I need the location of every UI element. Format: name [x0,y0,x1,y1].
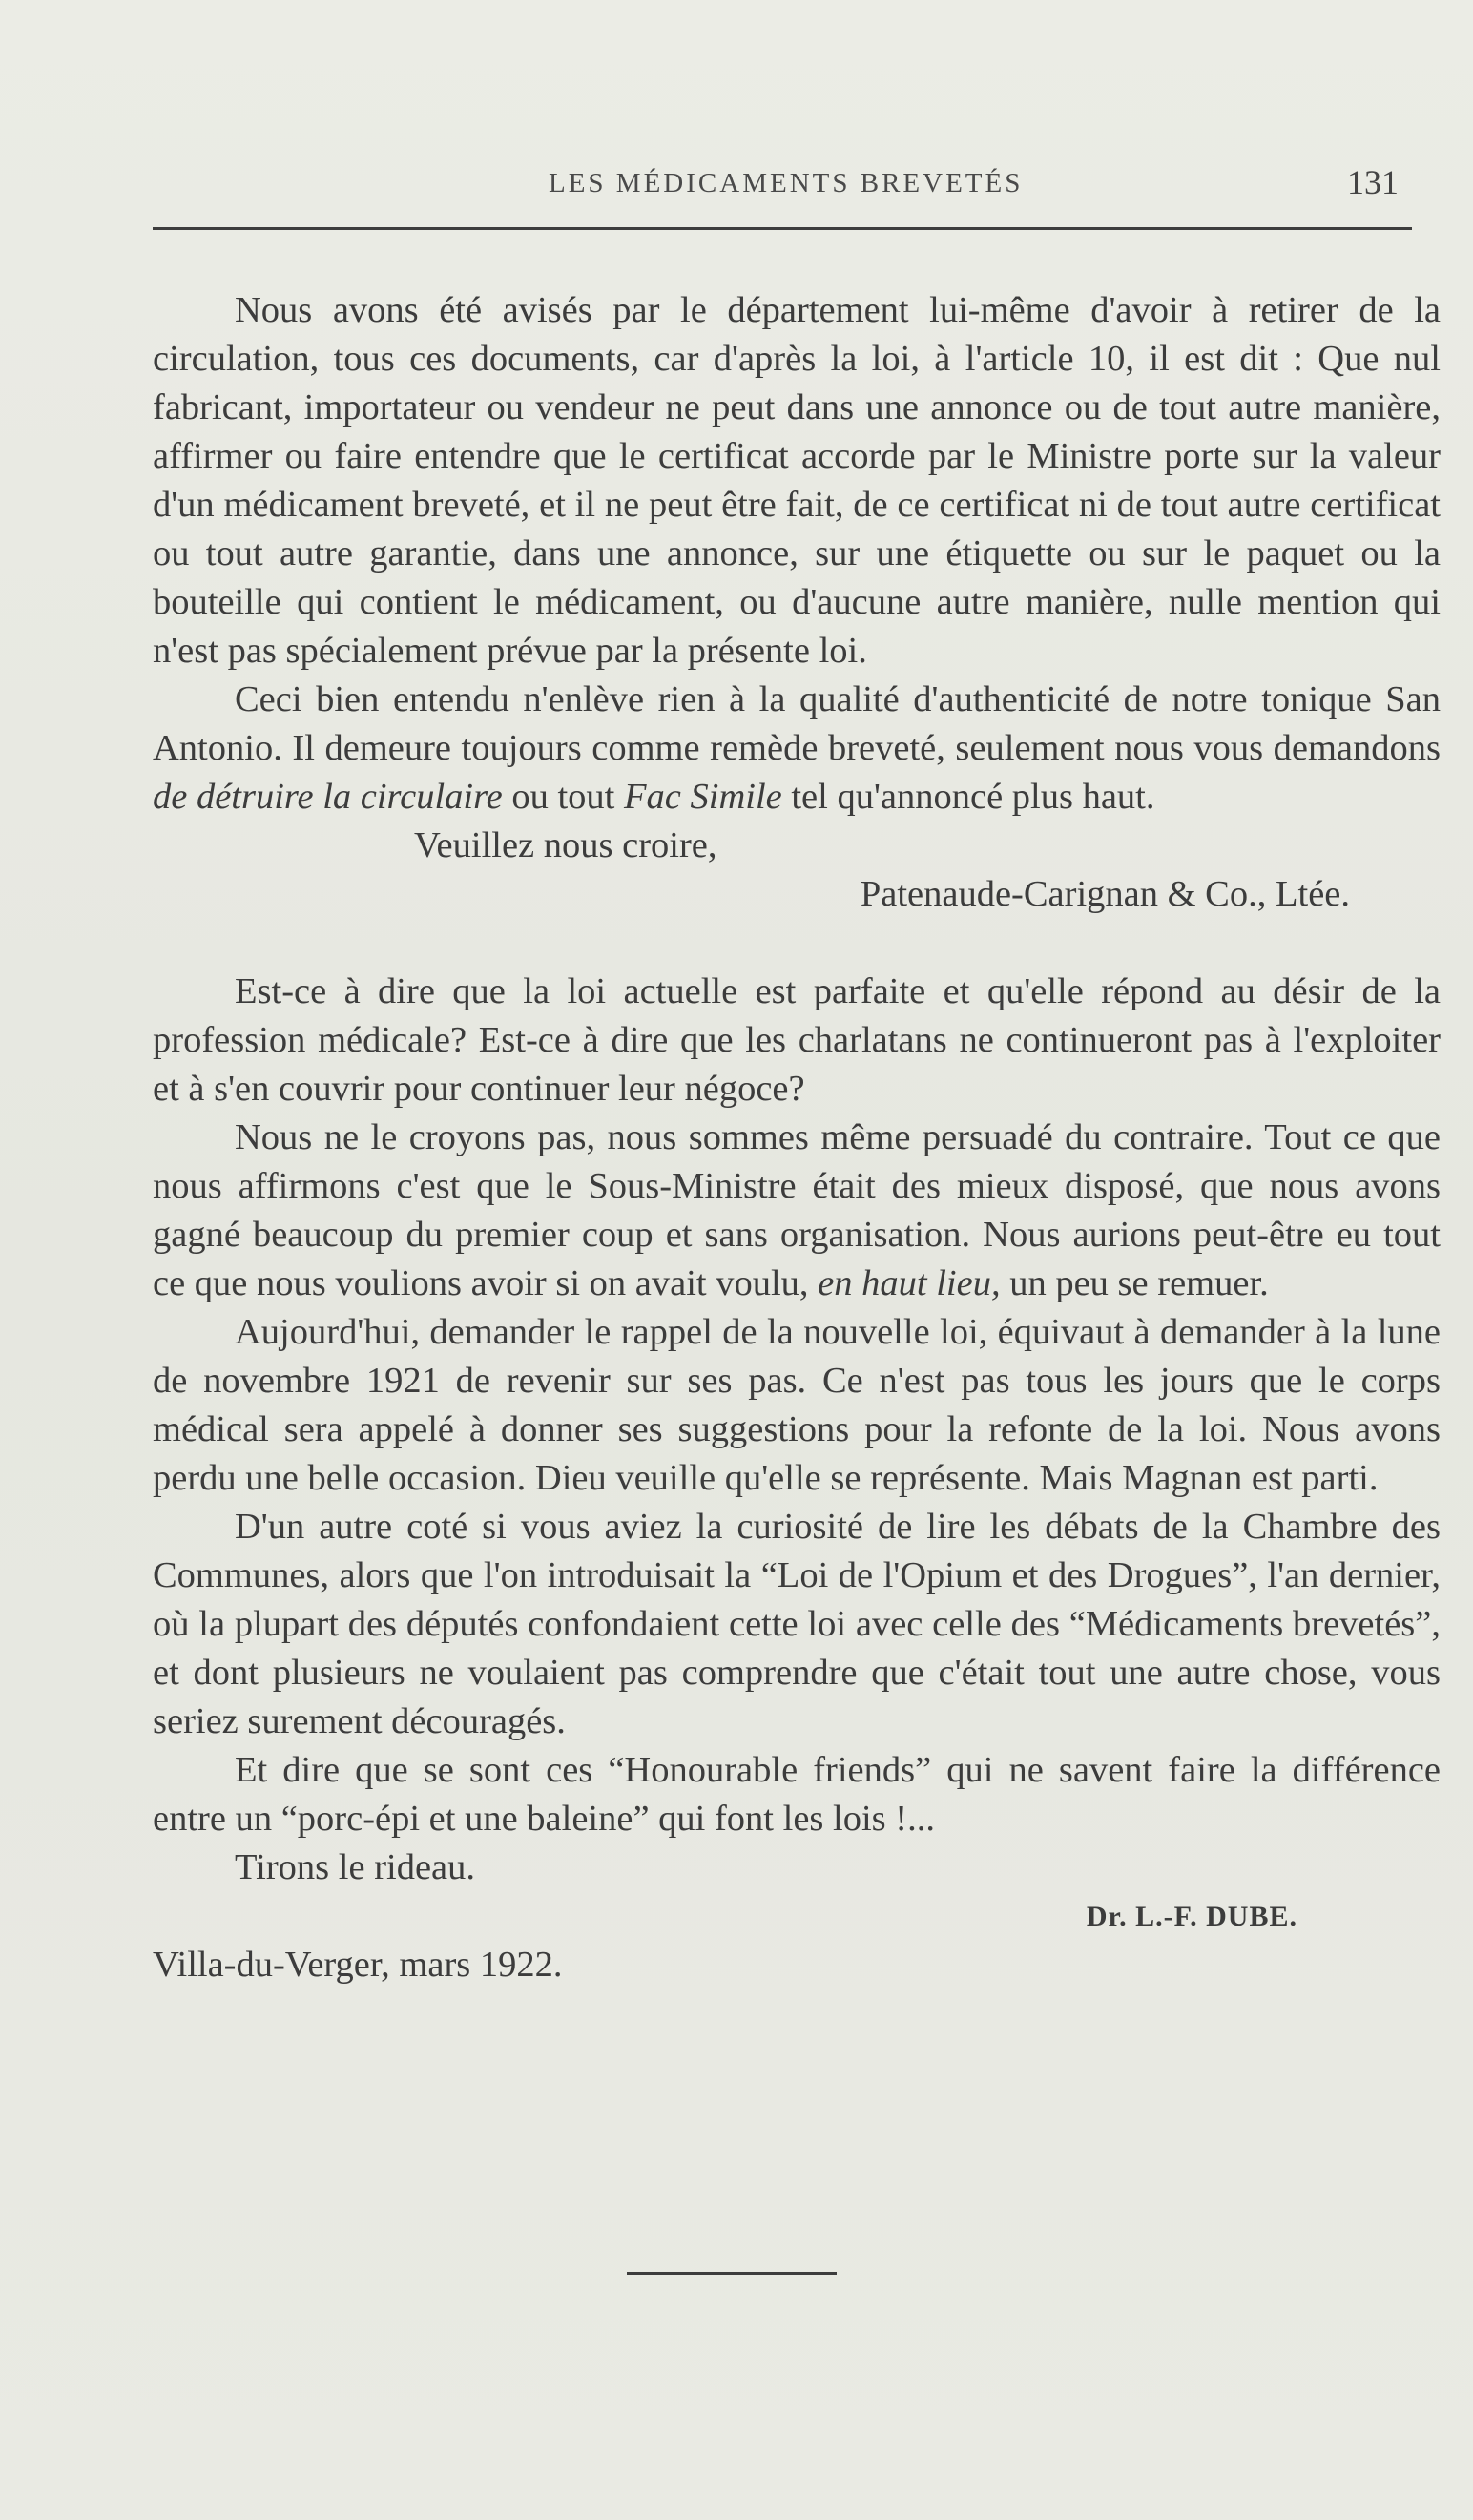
article-paragraph-4 [153,1114,1441,1308]
section-gap [153,919,1441,968]
article-paragraph-4-emphasis: en haut lieu, [818,1263,1001,1303]
letter-closing: Veuillez nous croire, [414,825,717,865]
article-paragraph-8: Tirons le rideau. [235,1847,476,1887]
article-paragraph-7: Et dire que se sont ces “Honourable friends” qui ne savent faire la différence entre un “porc-épi et une baleine” qui font les lois !... [153,1750,1441,1839]
letter-signature-company: Patenaude-Carignan & Co., Ltée. [860,874,1350,914]
article-paragraph-3: Est-ce à dire que la loi actuelle est parfaite et qu'elle répond au désir de la profession médicale? Est-ce à dire que les charlatans ne continueront pas à l'exploiter et à s'en couvrir pour continuer leur négoce? [153,971,1441,1109]
letter-paragraph-2-emphasis-2: Fac Simile [624,777,782,817]
body-text [153,286,1441,1989]
letter-paragraph-2-text-b: ou tout [502,777,625,817]
place-and-date: Villa-du-Verger, mars 1922. [153,1945,563,1985]
header-rule [153,227,1412,230]
article-paragraph-4-text-b: un peu se remuer. [1000,1263,1269,1303]
letter-paragraph-1: Nous avons été avisés par le département lui-même d'avoir à retirer de la circulation, tous ces documents, car d'après la loi, à l'article 10, il est dit : Que nul fabricant, importateur ou vendeur ne peut dans une annonce ou de tout autre manière, affirmer ou faire entendre que le certificat accorde par le Ministre porte sur la valeur d'un médicament breveté, et il ne peut être fait, de ce certificat ni de tout autre certificat ou tout autre garantie, dans une annonce, sur une étiquette ou sur le paquet ou la bouteille qui contient le médicament, ou d'aucune autre manière, nulle mention qui n'est pas spécialement prévue par la présente loi. [153,290,1441,671]
article-paragraph-5: Aujourd'hui, demander le rappel de la nouvelle loi, équivaut à demander à la lune de novembre 1921 de revenir sur ses pas. Ce n'est pas tous les jours que le corps médical sera appelé à donner ses suggestions pour la refonte de la loi. Nous avons perdu une belle occasion. Dieu veuille qu'elle se représente. Mais Magnan est parti. [153,1312,1441,1498]
article-paragraph-6: D'un autre coté si vous aviez la curiosité de lire les débats de la Chambre des Communes, alors que l'on introduisait la “Loi de l'Opium et des Drogues”, l'an dernier, où la plupart des députés confondaient cette loi avec celle des “Médicaments brevetés”, et dont plusieurs ne voulaient pas comprendre que c'était tout une autre chose, vous seriez surement découragés. [153,1507,1441,1741]
running-header-title: LES MÉDICAMENTS BREVETÉS [549,168,1024,198]
article-paragraph-4-text-a: Nous ne le croyons pas, nous sommes même persuadé du contraire. Tout ce que nous affirmons c'est que le Sous-Ministre était des mieux disposé, que nous avons gagné beaucoup du premier coup et sans organisation. Nous aurions peut-être eu tout ce que nous voulions avoir si on avait voulu, [153,1117,1441,1303]
letter-paragraph-2-text-c: tel qu'annoncé plus haut. [781,777,1155,817]
closing-rule [627,2272,837,2275]
letter-paragraph-2 [153,676,1441,822]
letter-paragraph-2-emphasis-1: de détruire la circulaire [153,777,503,817]
letter-paragraph-2-text-a: Ceci bien entendu n'enlève rien à la qualité d'authenticité de notre tonique San Antonio. Il demeure toujours comme remède breveté, seulement nous vous demandons [153,679,1441,768]
author-signature: Dr. L.-F. DUBE. [1086,1901,1297,1932]
page-number: 131 [1347,163,1399,201]
